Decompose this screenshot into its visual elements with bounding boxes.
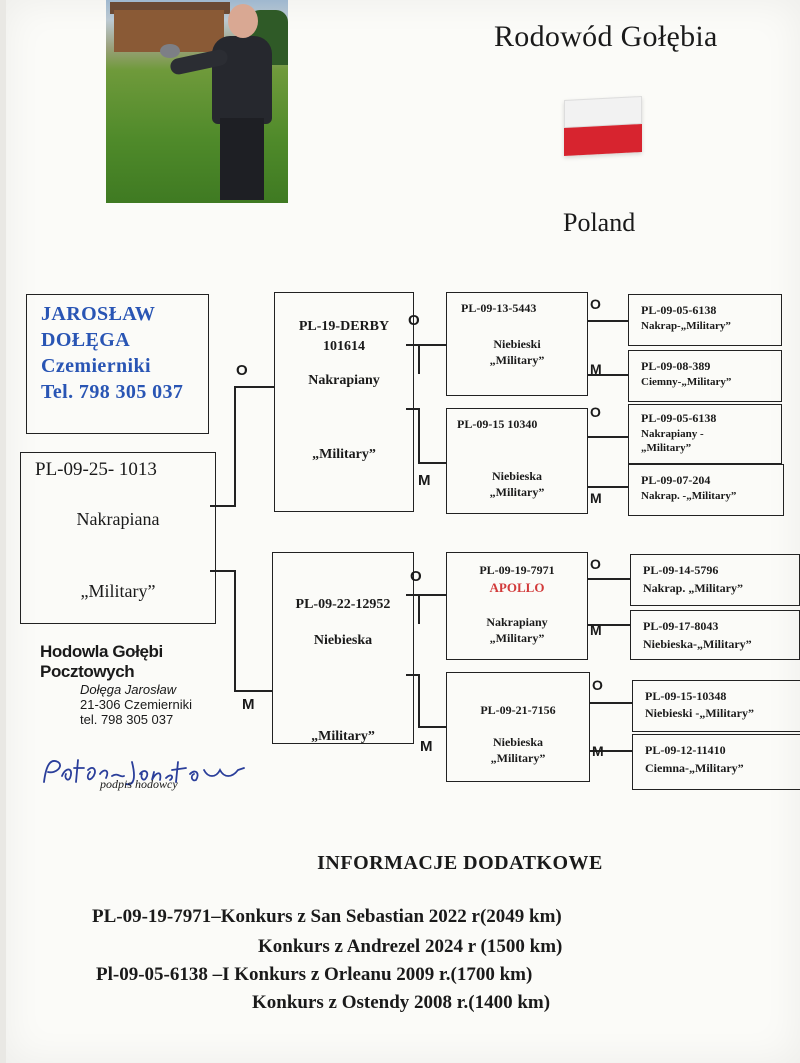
- father-box: [274, 292, 414, 512]
- father-color: Nakrapiany: [308, 373, 380, 388]
- gp4-ring: PL-09-21-7156: [480, 703, 556, 717]
- father-breed: „Military”: [312, 447, 376, 462]
- ggp3-desc2: „Military”: [641, 442, 692, 454]
- great-grandparent-box-2: [628, 350, 782, 402]
- mother-color: Niebieska: [313, 633, 373, 648]
- info-title: INFORMACJE DODATKOWE: [317, 852, 603, 874]
- info-line-4: Konkurs z Ostendy 2008 r.(1400 km): [252, 992, 551, 1013]
- ggp7-mark: O: [592, 677, 603, 693]
- ggp5-mark: O: [590, 556, 601, 572]
- great-grandparent-box-7: [632, 680, 800, 732]
- ggp6-desc: Niebieska-„Military”: [643, 637, 752, 651]
- gp2-breed: „Military”: [489, 485, 545, 499]
- page-title: Rodowód Gołębia: [494, 20, 718, 53]
- info-line-2: Konkurs z Andrezel 2024 r (1500 km): [258, 936, 563, 957]
- stamp-line1: Hodowla Gołębi Pocztowych: [40, 642, 163, 681]
- signature-label: podpis hodowcy: [100, 777, 178, 791]
- pedigree-sheet: [6, 0, 800, 1063]
- mother-ring: PL-09-22-12952: [295, 597, 391, 612]
- gp1-ring: PL-09-13-5443: [461, 301, 537, 315]
- subject-ring: PL-09-25- 1013: [35, 459, 157, 480]
- owner-last-name: DOŁĘGA: [41, 329, 131, 351]
- grandparent-box-2: [446, 408, 588, 514]
- mother-mark: M: [242, 696, 255, 713]
- gp1-breed: „Military”: [489, 353, 545, 367]
- gp3-color: Nakrapiany: [486, 615, 548, 629]
- stamp-line4: tel. 798 305 037: [80, 712, 174, 727]
- gp1-mark: O: [408, 312, 420, 329]
- subject-color: Nakrapiana: [76, 509, 160, 529]
- owner-first-name: JAROSŁAW: [41, 303, 156, 325]
- ggp4-ring: PL-09-07-204: [641, 473, 711, 487]
- ggp8-desc: Ciemna-„Military”: [645, 761, 744, 775]
- gp4-mark: M: [420, 738, 433, 755]
- ggp7-ring: PL-09-15-10348: [645, 689, 727, 703]
- gp2-ring: PL-09-15 10340: [457, 417, 538, 431]
- great-grandparent-box-4: [628, 464, 784, 516]
- owner-phone: Tel. 798 305 037: [41, 381, 184, 403]
- info-line-3: Pl-09-05-6138 –I Konkurs z Orleanu 2009 r.(1700 km): [96, 964, 533, 985]
- ggp8-ring: PL-09-12-11410: [645, 743, 726, 757]
- great-grandparent-box-1: [628, 294, 782, 346]
- ggp5-ring: PL-09-14-5796: [643, 563, 719, 577]
- breeder-photo: [106, 0, 288, 203]
- mother-box: [272, 552, 414, 744]
- ggp2-ring: PL-09-08-389: [641, 359, 711, 373]
- gp3-mark: O: [410, 568, 422, 585]
- ggp1-desc: Nakrap-„Military”: [641, 320, 731, 332]
- great-grandparent-box-5: [630, 554, 800, 606]
- grandparent-box-3: [446, 552, 588, 660]
- ggp3-desc: Nakrapiany -: [641, 428, 704, 440]
- ggp2-mark: M: [590, 361, 602, 377]
- ggp6-mark: M: [590, 622, 602, 638]
- great-grandparent-box-3: [628, 404, 782, 464]
- ggp8-mark: M: [592, 743, 604, 759]
- info-line-1: PL-09-19-7971–Konkurs z San Sebastian 2022 r(2049 km): [92, 906, 562, 927]
- owner-town: Czemierniki: [41, 355, 151, 377]
- stamp-line2: Dołęga Jarosław: [80, 682, 177, 697]
- ggp4-mark: M: [590, 490, 602, 506]
- ggp4-desc: Nakrap. -„Military”: [641, 490, 737, 502]
- poland-flag-icon: [564, 96, 642, 156]
- owner-box: [26, 294, 209, 434]
- gp3-breed: „Military”: [489, 631, 545, 645]
- grandparent-box-4: [446, 672, 590, 782]
- grandparent-box-1: [446, 292, 588, 396]
- gp4-breed: „Military”: [490, 751, 546, 765]
- gp3-name: APOLLO: [489, 580, 545, 595]
- ggp3-mark: O: [590, 404, 601, 420]
- father-ring-line1: PL-19-DERBY: [298, 319, 390, 334]
- breeder-stamp: [40, 642, 240, 727]
- great-grandparent-box-8: [632, 734, 800, 790]
- great-grandparent-box-6: [630, 610, 800, 660]
- ggp5-desc: Nakrap. „Military”: [643, 581, 743, 595]
- father-ring-line2: 101614: [323, 339, 365, 354]
- mother-breed: „Military”: [311, 729, 375, 744]
- subject-breed: „Military”: [80, 581, 156, 601]
- ggp1-mark: O: [590, 296, 601, 312]
- subject-box: [20, 452, 216, 624]
- country-label: Poland: [563, 208, 636, 237]
- ggp7-desc: Niebieski -„Military”: [645, 706, 754, 720]
- ggp1-ring: PL-09-05-6138: [641, 303, 717, 317]
- father-mark: O: [236, 362, 248, 379]
- ggp3-ring: PL-09-05-6138: [641, 411, 717, 425]
- gp2-mark: M: [418, 472, 431, 489]
- gp4-color: Niebieska: [492, 735, 543, 749]
- stamp-line3: 21-306 Czemierniki: [80, 697, 192, 712]
- gp1-color: Niebieski: [493, 337, 541, 351]
- gp2-color: Niebieska: [491, 469, 542, 483]
- ggp6-ring: PL-09-17-8043: [643, 619, 719, 633]
- gp3-ring: PL-09-19-7971: [479, 563, 555, 577]
- ggp2-desc: Ciemny-„Military”: [641, 376, 732, 388]
